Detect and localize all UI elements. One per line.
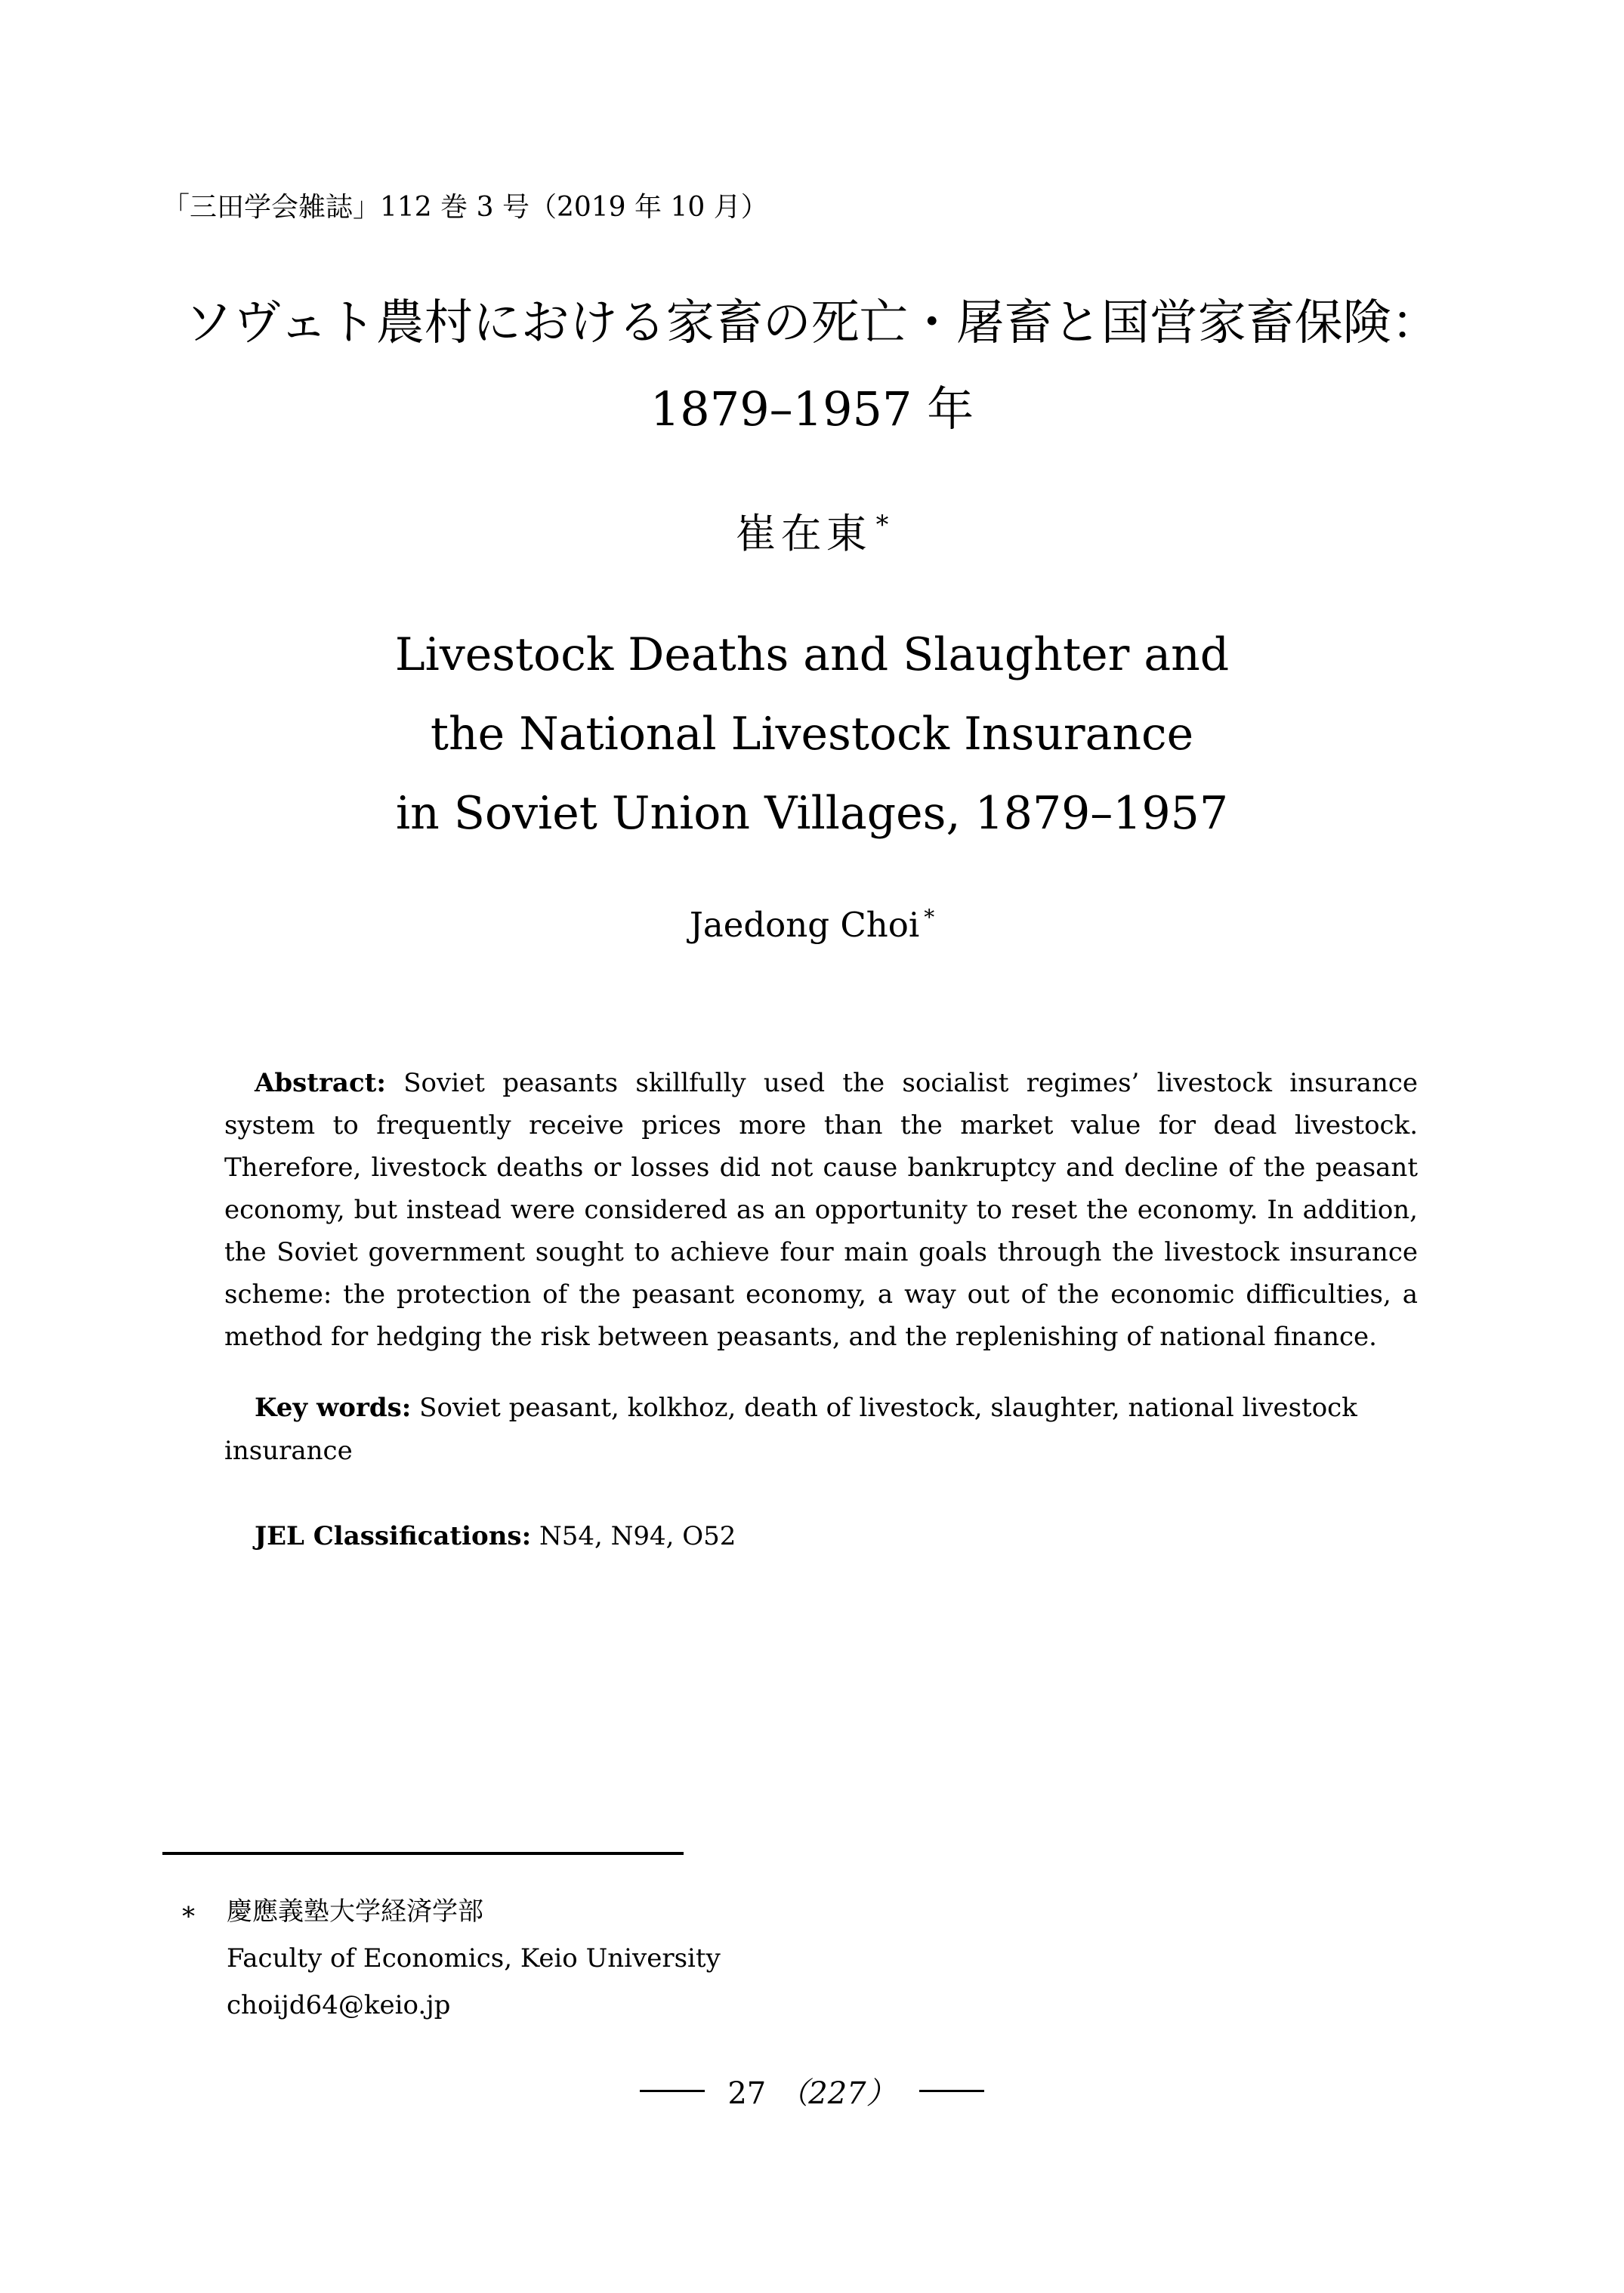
page-number: 27: [727, 2076, 767, 2111]
jel-text: N54, N94, O52: [539, 1521, 736, 1551]
jel-label: JEL Classifications:: [255, 1521, 532, 1551]
footer-page-numbers: [727, 2069, 896, 2112]
title-english-line2: the National Livestock Insurance: [430, 708, 1194, 761]
footer-right-dash: [919, 2090, 984, 2092]
abstract-label: Abstract:: [255, 1068, 386, 1098]
keywords-text: Soviet peasant, kolkhoz, death of livestock, slaughter, national livestock insurance: [224, 1393, 1357, 1466]
keywords-label: Key words:: [255, 1393, 412, 1423]
keywords-paragraph: [224, 1387, 1418, 1473]
footnote-rule: [162, 1852, 684, 1855]
author-english-footnote-marker: *: [924, 905, 935, 930]
author-japanese-footnote-marker: *: [875, 510, 889, 539]
footnote-email: choijd64@keio.jp: [227, 1990, 451, 2020]
title-english-line3: in Soviet Union Villages, 1879–1957: [395, 787, 1228, 840]
journal-citation-header: 「三田学会雑誌」112 巻 3 号（2019 年 10 月）: [162, 192, 768, 223]
abstract-paragraph: [224, 1062, 1418, 1358]
abstract-text: Soviet peasants skillfully used the socialist regimes’ livestock insurance system to frequently receive prices more than the market value for dead livestock. Therefore, livestock deaths or losses did not cause bankruptcy and decline of the peasant economy, but instead were considered as an opportunity to reset the economy. In addition, the Soviet government sought to achieve four main goals through the livestock insurance scheme: the protection of the peasant economy, a way out of the economic difficulties, a method for hedging the risk between peasants, and the replenishing of national finance.: [224, 1068, 1419, 1352]
page-footer: [0, 2069, 1624, 2112]
author-english-name: Jaedong Choi: [689, 905, 920, 945]
footnote-marker: ∗: [180, 1896, 198, 1927]
footnote-section: [180, 1888, 721, 2029]
footnote-affiliation-japanese: 慶應義塾大学経済学部: [227, 1896, 483, 1927]
author-english: [0, 905, 1624, 945]
abstract-section: [224, 1062, 1418, 1358]
title-english-line1: Livestock Deaths and Slaughter and: [394, 628, 1230, 681]
title-japanese-line2: 1879–1957 年: [650, 381, 974, 437]
author-japanese-name: 崔在東: [735, 510, 872, 557]
jel-section: [224, 1515, 1418, 1557]
jel-paragraph: [224, 1515, 1418, 1557]
footnote-affiliation-english: Faculty of Economics, Keio University: [227, 1943, 721, 1974]
title-japanese-line1: ソヴェト農村における家畜の死亡・屠畜と国営家畜保険：: [184, 295, 1440, 351]
original-page-number: （227）: [778, 2076, 897, 2111]
author-japanese: [0, 501, 1624, 560]
footer-left-dash: [640, 2090, 705, 2092]
keywords-section: [224, 1387, 1418, 1473]
footnote-lines: [227, 1888, 721, 2029]
